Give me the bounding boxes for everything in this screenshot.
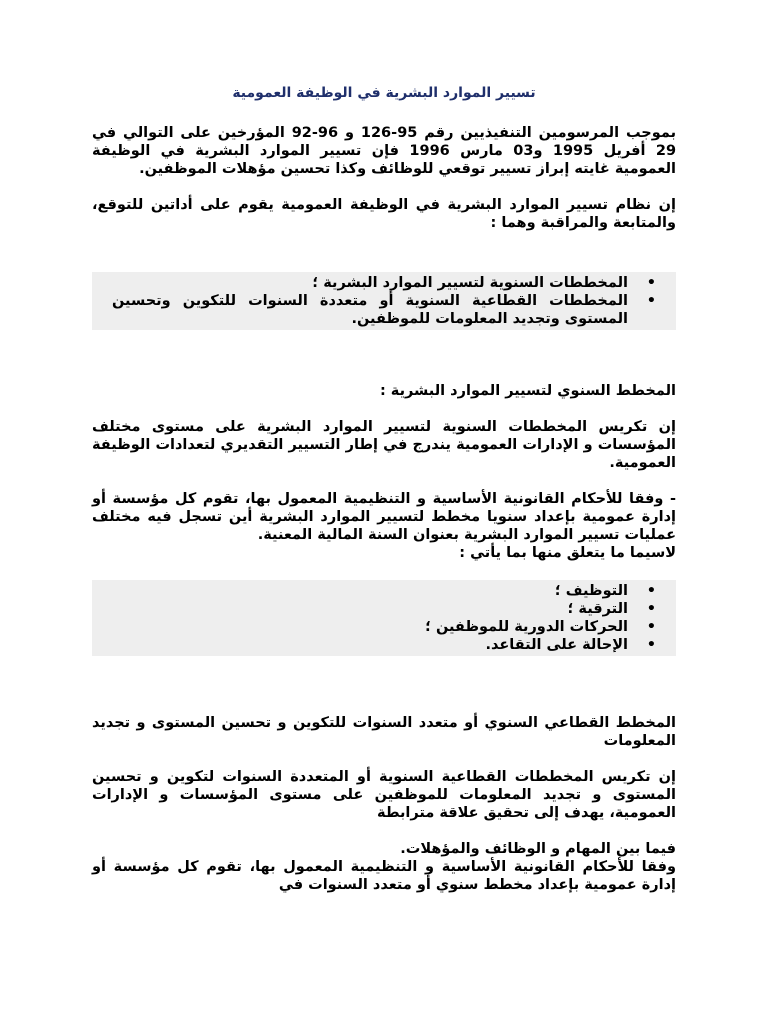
document-body — [92, 84, 676, 912]
section1-paragraph-3: لاسيما ما يتعلق منها بما يأتي : — [459, 545, 676, 561]
section2-heading: المخطط القطاعي السنوي أو متعدد السنوات للتكوين و تحسين المستوى و تجديد المعلومات — [92, 715, 676, 749]
intro-paragraph-1: بموجب المرسومين التنفيذيين رقم 95-126 و 96-92 المؤرخين على التوالي في 29 أفريل 1995 و03 مارس 1996 فإن تسيير الموارد البشرية في الوظيفة العمومية غايته إبراز تسيير توقعي للوظائف وكذا تحسين مؤهلات الموظفين. — [92, 125, 677, 177]
section1-paragraph-2: - وفقا للأحكام القانونية الأساسية و التنظيمية المعمول بها، تقوم كل مؤسسة أو إدارة عمومية بإعداد سنويا مخطط لتسيير الموارد البشرية أين تسجل فيه مختلف عمليات تسيير الموارد البشرية بعنوان السنة المالية المعنية. — [92, 491, 676, 543]
list-item: • التوظيف ؛ — [112, 582, 676, 600]
list-item: • الحركات الدورية للموظفين ؛ — [112, 618, 676, 636]
intro-paragraph-2: إن نظام تسيير الموارد البشرية في الوظيفة العمومية يقوم على أداتين للتوقع، والمتابعة والمراقبة وهما : — [92, 197, 676, 231]
section2-paragraph-3: وفقا للأحكام القانونية الأساسية و التنظيمية المعمول بها، تقوم كل مؤسسة أو إدارة عمومية بإعداد مخطط سنوي أو متعدد السنوات في — [92, 859, 676, 893]
section2-paragraph-2: فيما بين المهام و الوظائف والمؤهلات. — [400, 841, 676, 857]
document-title: تسيير الموارد البشرية في الوظيفة العمومية — [232, 85, 536, 101]
tools-list — [92, 272, 676, 330]
list-item: • الترقية ؛ — [112, 600, 676, 618]
section1-heading: المخطط السنوي لتسيير الموارد البشرية : — [379, 383, 676, 399]
section2-paragraph-1: إن تكريس المخططات القطاعية السنوية أو المتعددة السنوات لتكوين و تحسين المستوى و تجديد المعلومات للموظفين على مستوى المؤسسات و الإدارات العمومية، يهدف إلى تحقيق علاقة مترابطة — [92, 769, 676, 821]
list-item: • الإحالة على التقاعد. — [112, 636, 676, 654]
hr-operations-list — [92, 580, 676, 656]
section1-paragraph-1: إن تكريس المخططات السنوية لتسيير الموارد البشرية على مستوى مختلف المؤسسات و الإدارات العمومية يندرج في إطار التسيير التقديري لتعدادات الوظيفة العمومية. — [92, 419, 676, 471]
list-item: • المخططات القطاعية السنوية أو متعددة السنوات للتكوين وتحسين المستوى وتجديد المعلومات للموظفين. — [112, 292, 676, 328]
list-item: • المخططات السنوية لتسيير الموارد البشرية ؛ — [112, 274, 676, 292]
